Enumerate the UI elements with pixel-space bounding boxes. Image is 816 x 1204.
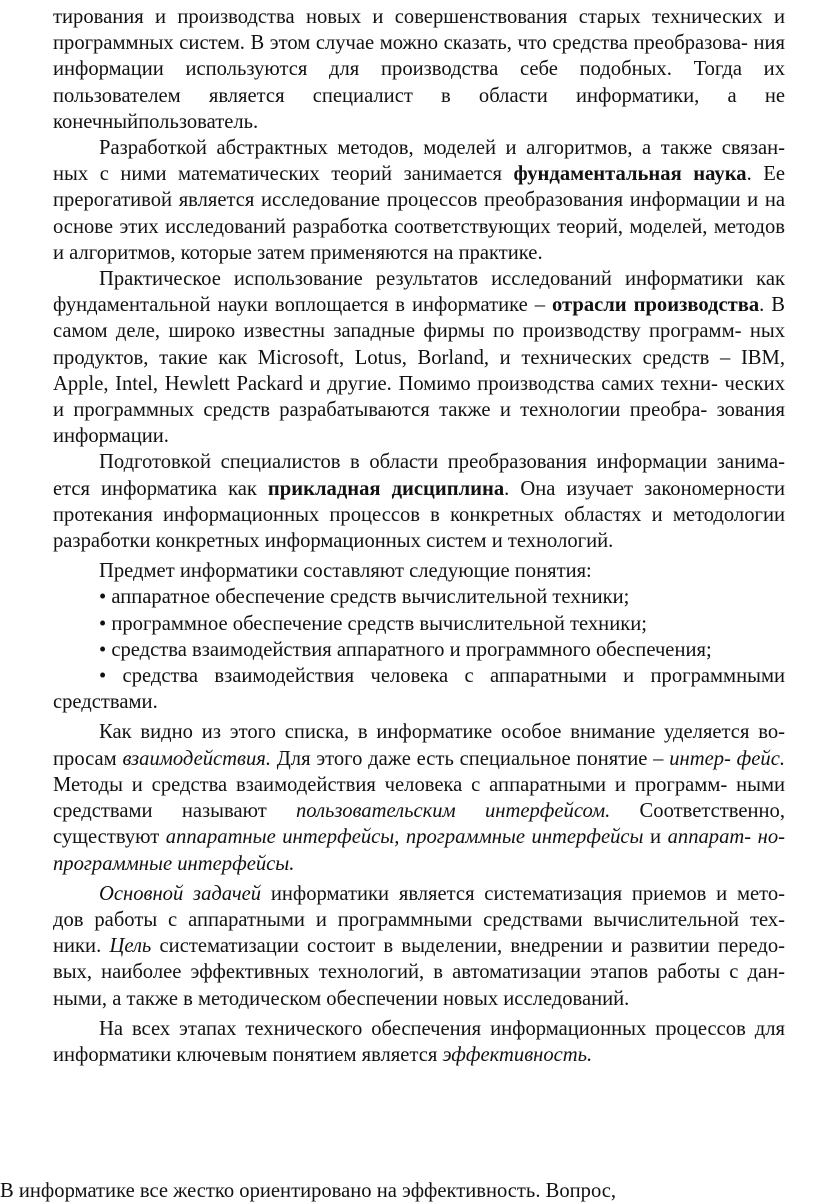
paragraph-6-text-4: Соответственно, существуют bbox=[53, 800, 785, 849]
paragraph-9: В информатике все жестко ориентировано на эффективность. Вопрос, bbox=[0, 1180, 617, 1202]
term-main-task: Основной задачей bbox=[99, 882, 262, 905]
paragraph-1: тирования и производства новых и совершенствования старых технических и программных систем. В этом случае можно сказать, что средства преобразова- ния информации используются для производства себе подобных. Тогда их пользователем является специалист в области информатики, а не конечныйпользователь. bbox=[53, 6, 785, 133]
term-user-interface: пользовательским интерфейсом. bbox=[296, 800, 611, 823]
paragraph-7-text-2: систематизации состоит в выделении, внедрении и развитии передо-вых, наиболее эффективных технологий, в автоматизации этапов работы с дан- ными, а также в методическом обеспечении новых исследований. bbox=[53, 935, 785, 1010]
paragraph-6-text-2: Для этого даже есть специальное понятие – bbox=[271, 747, 670, 770]
paragraph-7-text-1: информатики является систематизация приемов и мето- дов работы с аппаратными и программными средствами вычислительной тех- ники. bbox=[53, 882, 785, 958]
list-item: • средства взаимодействия человека с аппаратными и программными средствами. bbox=[53, 665, 785, 714]
term-goal: Цель bbox=[109, 935, 152, 958]
paragraph-6 bbox=[53, 719, 785, 876]
term-hw-sw-mixed-interfaces: аппарат- но-программные интерфейсы. bbox=[53, 826, 785, 875]
paragraph-6-text-1: Как видно из этого списка, в информатике особое внимание уделяется во- просам bbox=[53, 721, 785, 770]
paragraph-8 bbox=[53, 1016, 785, 1068]
term-efficiency: эффективность. bbox=[442, 1043, 593, 1066]
term-hw-sw-interfaces: аппаратные интерфейсы, программные интерфейсы bbox=[165, 826, 644, 849]
paragraph-4 bbox=[53, 449, 785, 554]
paragraph-3-text-a: Практическое использование результатов исследований информатики как фундаментальной науки воплощается в информатике – bbox=[53, 268, 785, 317]
list-item: • аппаратное обеспечение средств вычислительной техники; bbox=[99, 586, 630, 609]
list-item: • средства взаимодействия аппаратного и программного обеспечения; bbox=[99, 638, 712, 661]
term-interface: интер- фейс. bbox=[669, 747, 785, 770]
term-interaction: взаимодействия. bbox=[122, 747, 271, 770]
list-item: • программное обеспечение средств вычислительной техники; bbox=[99, 612, 647, 635]
paragraph-2 bbox=[53, 135, 785, 266]
paragraph-6-text-3: Методы и средства взаимодействия человека с аппаратными и программ- ными средствами называют bbox=[53, 773, 785, 823]
paragraph-6-text-5: и bbox=[643, 826, 668, 849]
paragraph-7 bbox=[53, 881, 785, 1012]
paragraph-3 bbox=[53, 266, 785, 449]
paragraph-3-text-b: . В самом деле, широко известны западные фирмы по производству программ- ных продуктов, такие как Microsoft, Lotus, Borland, и технических средств – IBM, Apple, Intel, Hewlett Packard и другие. Помимо производства самих техни- ческих и программных средств разрабатываются также и технологии преобра- зования информации. bbox=[53, 294, 785, 448]
paragraph-2-text-a: Разработкой абстрактных методов, моделей и алгоритмов, а также связан- ных с ними математических теорий занимается bbox=[53, 137, 785, 186]
document-page bbox=[53, 4, 785, 1068]
paragraph-4-text-a: Подготовкой специалистов в области преобразования информации занима- ется информатика как bbox=[53, 451, 785, 500]
paragraph-8-text-1: На всех этапах технического обеспечения информационных процессов для информатики ключевым понятием является bbox=[53, 1017, 785, 1066]
paragraph-2-text-b: . Ее прерогативой является исследование процессов преобразования информации и на основе этих исследований разработка соответствующих теорий, моделей, методов и алгоритмов, которые затем применяются на практике. bbox=[53, 163, 785, 264]
term-fundamental-science: фундаментальная наука bbox=[513, 163, 747, 186]
term-industry-branch: отрасли производства bbox=[551, 294, 760, 317]
subject-intro: Предмет информатики составляют следующие понятия: bbox=[99, 560, 592, 583]
paragraph-4-text-b: . Она изучает закономерности протекания информационных процессов в конкретных областях и методологии разработки конкретных информационных систем и технологий. bbox=[53, 477, 785, 553]
term-applied-discipline: прикладная дисциплина bbox=[267, 477, 505, 500]
